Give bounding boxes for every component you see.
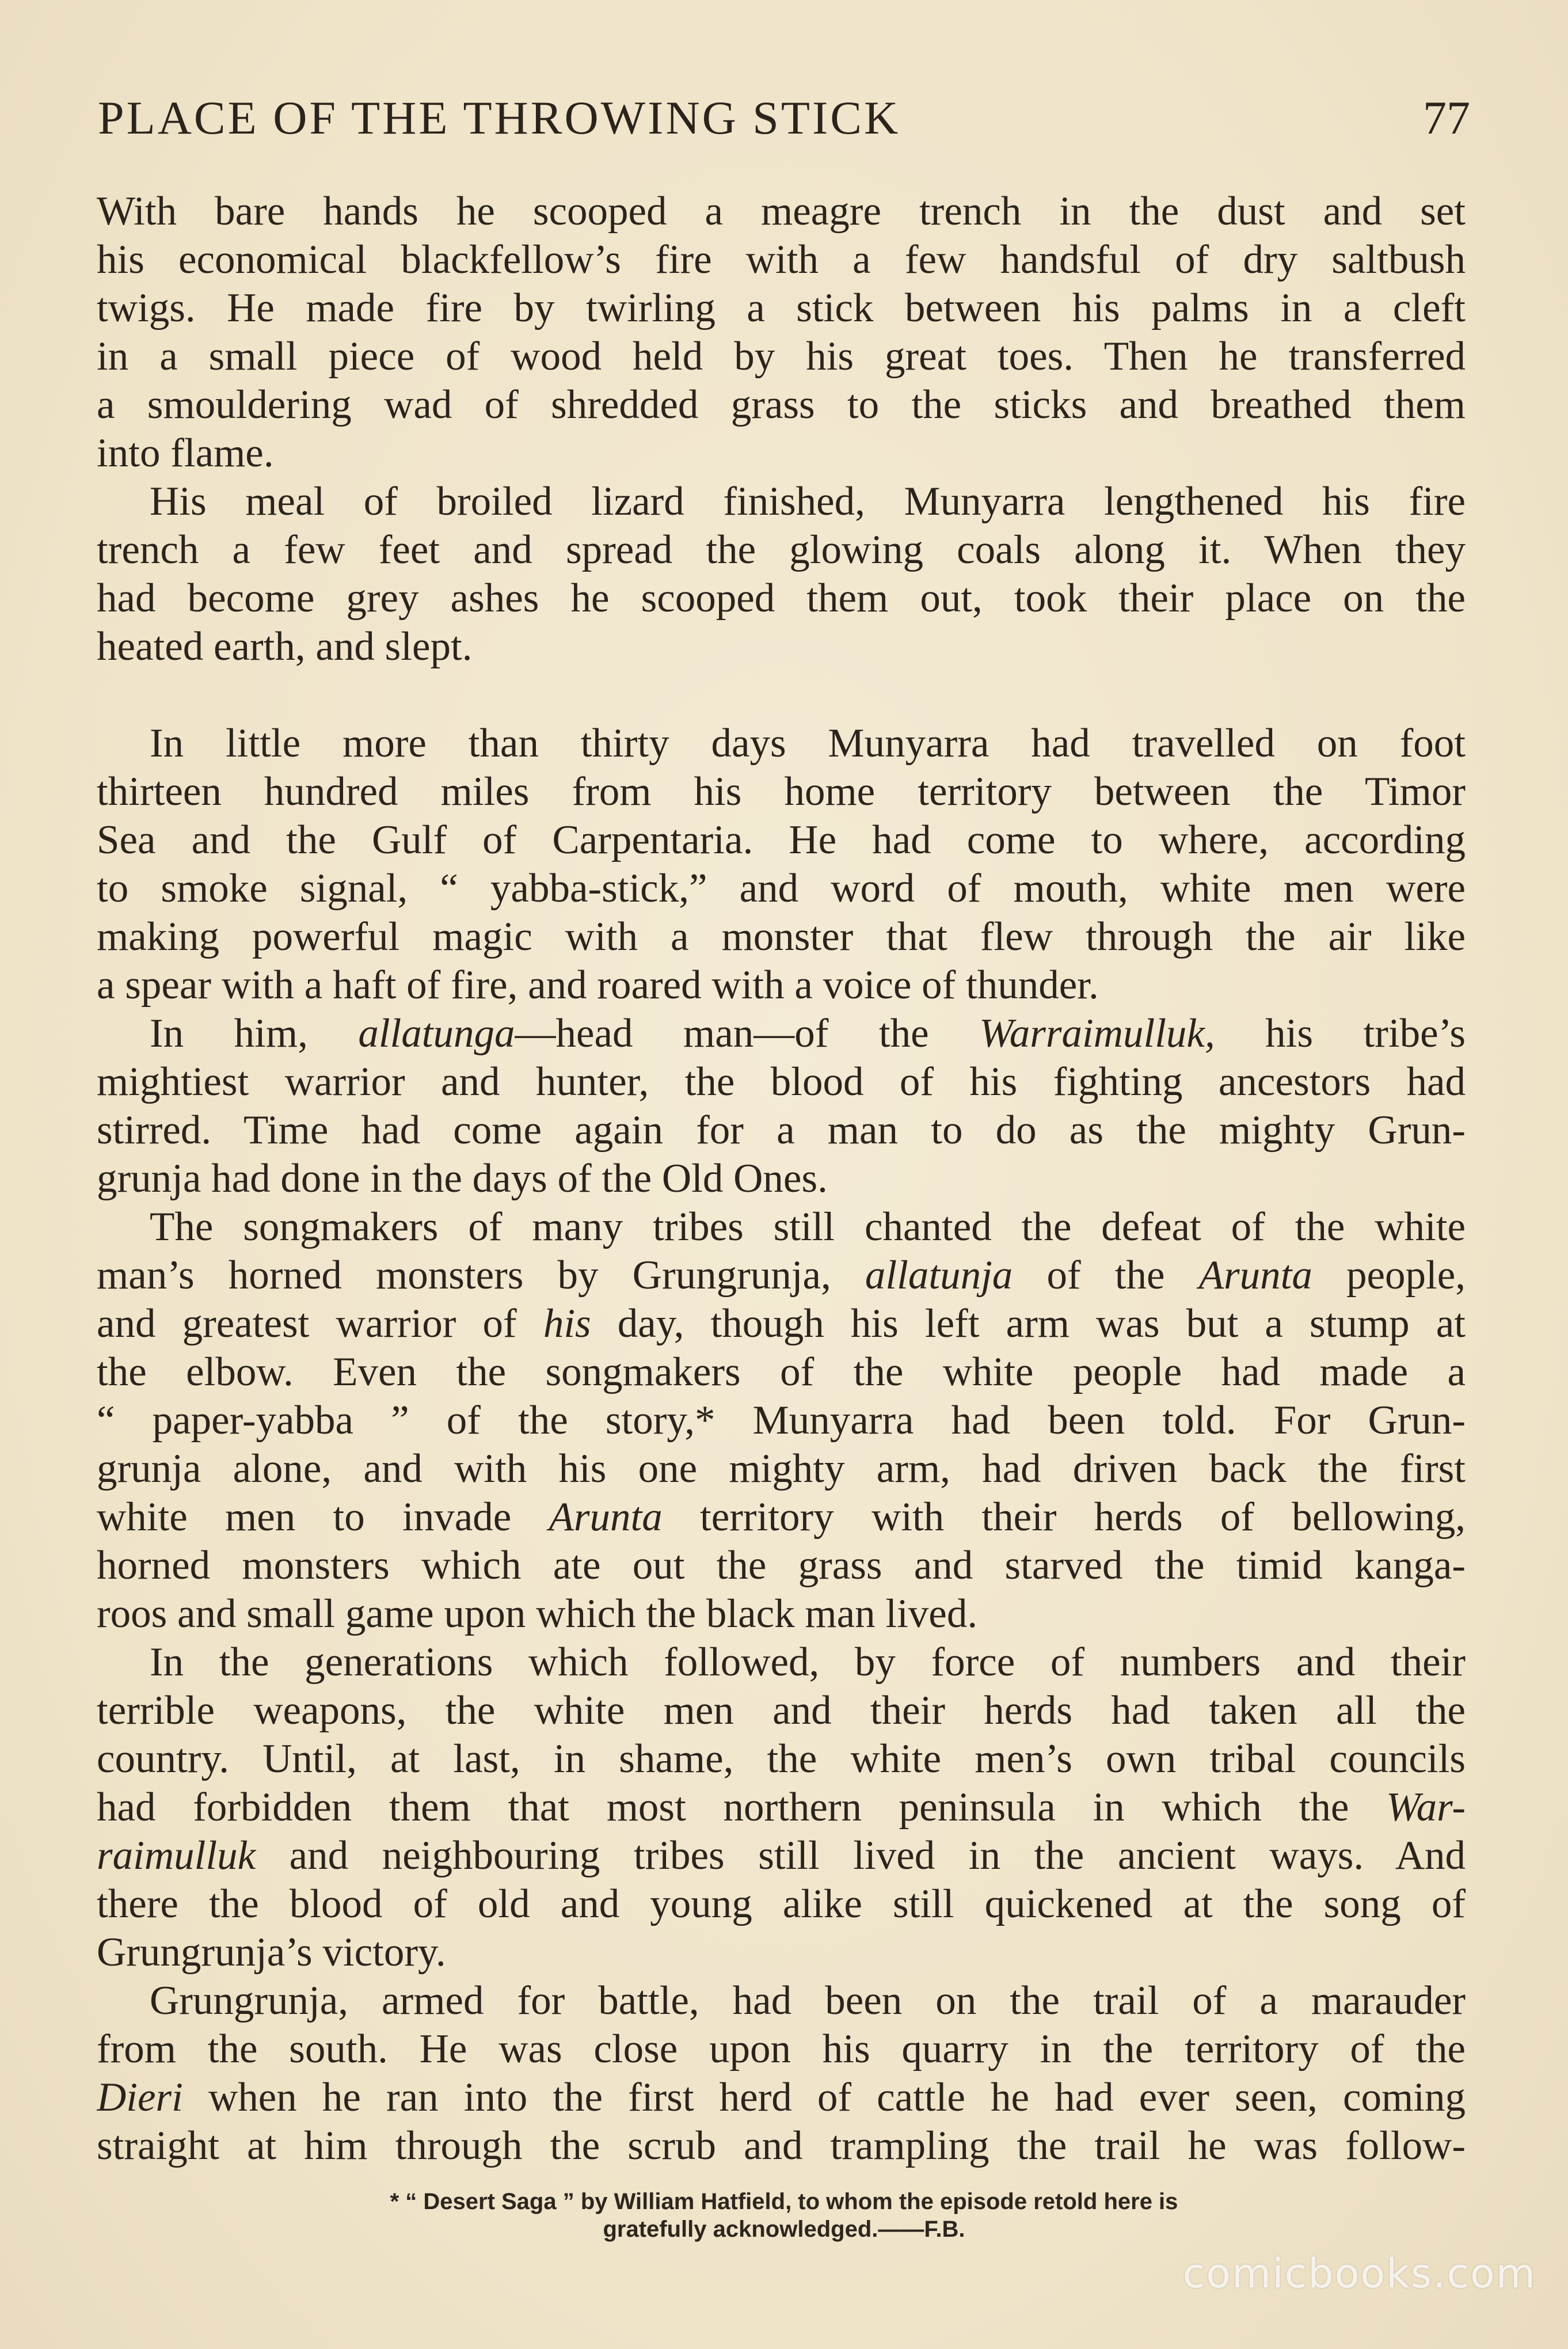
text-line: In the generations which followed, by force of numbers and their bbox=[150, 1640, 1466, 1685]
text-line: had become grey ashes he scooped them out, took their place on the bbox=[97, 576, 1466, 621]
text-line: grunja alone, and with his one mighty arm, had driven back the first bbox=[97, 1446, 1466, 1491]
text-run: people, bbox=[1312, 1253, 1466, 1298]
italic-term: his bbox=[543, 1301, 591, 1346]
text-line: from the south. He was close upon his quarry in the territory of the bbox=[97, 2027, 1466, 2071]
text-line: there the blood of old and young alike still quickened at the song of bbox=[97, 1882, 1466, 1926]
text-run: man’s horned monsters by Grungrunja, bbox=[97, 1253, 865, 1298]
watermark: comicbooks.com bbox=[1182, 2250, 1536, 2297]
text-line: “ paper-yabba ” of the story,* Munyarra had been told. For Grun- bbox=[97, 1398, 1466, 1443]
text-line: twigs. He made fire by twirling a stick between his palms in a cleft bbox=[97, 286, 1466, 330]
text-run: of the bbox=[1013, 1253, 1199, 1298]
text-line: the elbow. Even the songmakers of the white people had made a bbox=[97, 1350, 1466, 1394]
body-text bbox=[97, 187, 1466, 2170]
text-line bbox=[97, 1493, 1466, 1541]
text-line: heated earth, and slept. bbox=[97, 624, 473, 669]
page-number: 77 bbox=[1423, 92, 1470, 144]
italic-term: allatunja bbox=[865, 1253, 1013, 1298]
text-line: Grungrunja’s victory. bbox=[97, 1930, 446, 1975]
italic-term: Warraimulluk, bbox=[979, 1011, 1215, 1056]
text-line: stirred. Time had come again for a man to do as the mighty Grun- bbox=[97, 1108, 1466, 1153]
text-run: territory with their herds of bellowing, bbox=[662, 1495, 1466, 1540]
text-line bbox=[97, 1783, 1466, 1831]
text-line: Grungrunja, armed for battle, had been on the trail of a marauder bbox=[150, 1978, 1466, 2023]
text-line: straight at him through the scrub and trampling the trail he was follow- bbox=[97, 2123, 1466, 2168]
italic-term: War- bbox=[1386, 1785, 1466, 1830]
text-line: His meal of broiled lizard finished, Munyarra lengthened his fire bbox=[150, 479, 1466, 524]
text-line: In little more than thirty days Munyarra had travelled on foot bbox=[150, 721, 1466, 766]
text-line: in a small piece of wood held by his great toes. Then he transferred bbox=[97, 334, 1466, 379]
text-line: trench a few feet and spread the glowing coals along it. When they bbox=[97, 527, 1466, 572]
text-line: With bare hands he scooped a meagre trench in the dust and set bbox=[97, 189, 1466, 234]
text-line bbox=[97, 1009, 1466, 1058]
text-line: thirteen hundred miles from his home territory between the Timor bbox=[97, 769, 1466, 814]
text-line: roos and small game upon which the black man lived. bbox=[97, 1591, 978, 1636]
text-run: —head man—of the bbox=[515, 1011, 980, 1056]
text-run: and neighbouring tribes still lived in the ancient ways. And bbox=[256, 1833, 1466, 1878]
text-line: into flame. bbox=[97, 431, 274, 476]
text-line: a spear with a haft of fire, and roared with a voice of thunder. bbox=[97, 963, 1099, 1008]
text-run: In him, bbox=[150, 1011, 359, 1056]
text-line: terrible weapons, the white men and their herds had taken all the bbox=[97, 1688, 1466, 1733]
text-line bbox=[97, 2073, 1466, 2122]
text-line: horned monsters which ate out the grass and starved the timid kanga- bbox=[97, 1543, 1466, 1588]
footnote bbox=[98, 2188, 1470, 2243]
footnote-line: * “ Desert Saga ” by William Hatfield, to whom the episode retold here is bbox=[390, 2189, 1178, 2214]
text-run: had forbidden them that most northern peninsula in which the bbox=[97, 1785, 1387, 1830]
italic-term: raimulluk bbox=[97, 1833, 256, 1878]
page-header bbox=[98, 86, 1470, 150]
text-line: grunja had done in the days of the Old Ones. bbox=[97, 1156, 828, 1201]
text-run: and greatest warrior of bbox=[97, 1301, 543, 1346]
italic-term: allatunga bbox=[358, 1011, 515, 1056]
text-line: country. Until, at last, in shame, the white men’s own tribal councils bbox=[97, 1736, 1466, 1781]
text-run: when he ran into the first herd of cattle he had ever seen, coming bbox=[182, 2075, 1466, 2120]
text-line bbox=[97, 1831, 1466, 1880]
text-line bbox=[97, 1299, 1466, 1348]
text-line: Sea and the Gulf of Carpentaria. He had come to where, according bbox=[97, 818, 1466, 862]
running-head: PLACE OF THE THROWING STICK bbox=[98, 92, 901, 144]
italic-term: Arunta bbox=[549, 1495, 663, 1540]
text-line: his economical blackfellow’s fire with a few handsful of dry saltbush bbox=[97, 237, 1466, 282]
text-line: The songmakers of many tribes still chanted the defeat of the white bbox=[150, 1204, 1466, 1249]
text-line bbox=[97, 1251, 1466, 1299]
text-line: mightiest warrior and hunter, the blood of his fighting ancestors had bbox=[97, 1059, 1466, 1104]
footnote-line: gratefully acknowledged.——F.B. bbox=[603, 2217, 965, 2242]
text-line: to smoke signal, “ yabba-stick,” and word of mouth, white men were bbox=[97, 866, 1466, 911]
text-run: his tribe’s bbox=[1215, 1011, 1466, 1056]
text-line: making powerful magic with a monster that flew through the air like bbox=[97, 914, 1466, 959]
italic-term: Dieri bbox=[97, 2075, 183, 2120]
italic-term: Arunta bbox=[1198, 1253, 1312, 1298]
text-run: day, though his left arm was but a stump at bbox=[591, 1301, 1466, 1346]
text-run: white men to invade bbox=[97, 1495, 549, 1540]
text-line: a smouldering wad of shredded grass to the sticks and breathed them bbox=[97, 382, 1466, 427]
